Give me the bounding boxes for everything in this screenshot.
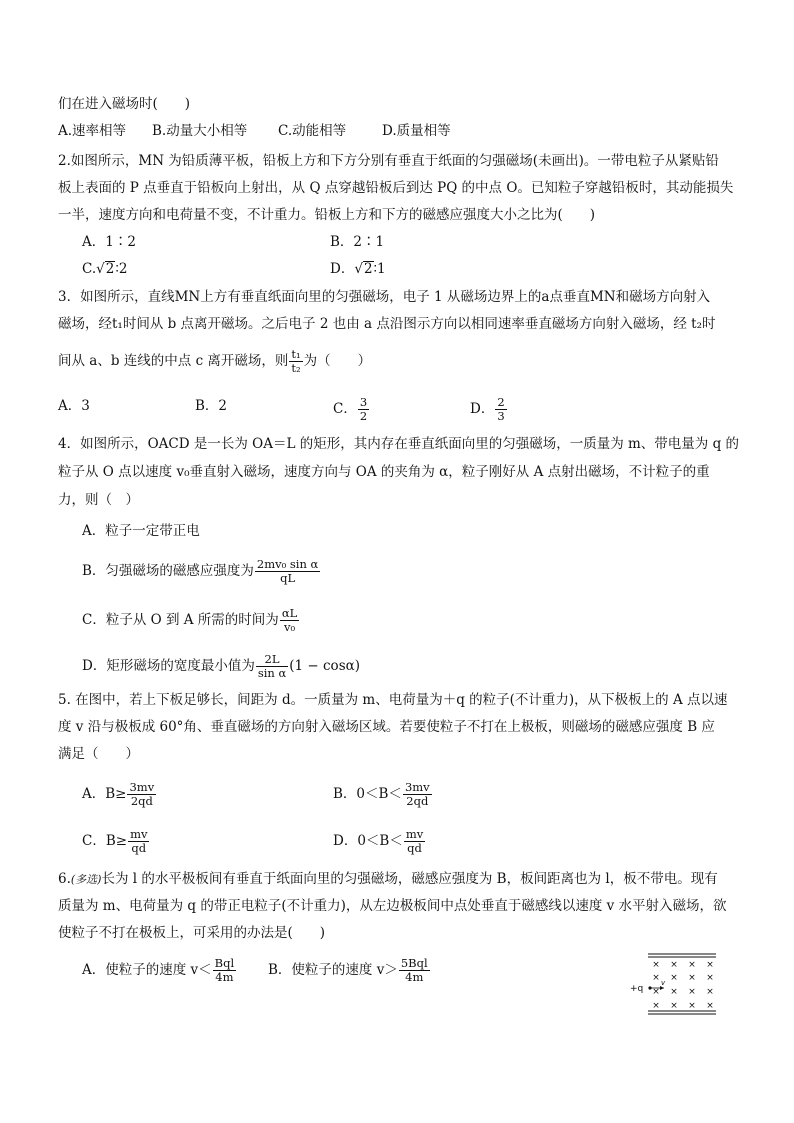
q3-line-2: 磁场，经t₁时间从 b 点离开磁场。之后电子 2 也由 a 点沿图示方向以相同速率垂直磁场方向射入磁场，经 t₂时 [58,316,716,332]
q5-line-2: 度 v 沿与极板成 60°角、垂直磁场的方向射入磁场区域。若要使粒子不打在上极板，则磁场的磁感应强度 B 应 [58,719,715,735]
q6-line-2: 质量为 m、电荷量为 q 的带正电粒子(不计重力)，从左边极板间中点处垂直于磁感线以速度 v 水平射入磁场，欲 [58,898,727,914]
q2-option-c: C.√2∶2 [82,261,128,277]
svg-text:×: × [688,973,696,983]
q3-option-c: C． $\frac{3}{2}$ [333,395,368,423]
q2-line-1: 2.如图所示，MN 为铅质薄平板，铅板上方和下方分别有垂直于纸面的匀强磁场(未画出)。一带电粒子从紧贴铅 [58,153,719,169]
svg-text:×: × [706,987,714,997]
q4-option-d: D．矩形磁场的宽度最小值为 $\frac{2L}{\text{sin α}}$ (1 − cosα) [82,652,360,680]
q6-line-1: 6.(多选)长为 l 的水平极板间有垂直于纸面向里的匀强磁场，磁感应强度为 B，板间距离也为 l，板不带电。现有 [58,871,718,887]
q2-option-a: A．1∶2 [82,234,136,250]
t1-over-t2-fraction: $\frac{\text{t₁}}{\text{t₂}}$ [291,347,301,375]
charge-label: +q [630,984,644,994]
q6-line-3: 使粒子不打在极板上，可采用的办法是( ) [58,925,326,941]
q6-plates-figure [628,950,723,1018]
svg-text:×: × [652,1001,660,1011]
svg-text:×: × [670,973,678,983]
q4-option-c: C．粒子从 O 到 A 所需的时间为 $\frac{\alpha L}{\text{v₀}}$ [82,606,298,634]
svg-text:×: × [652,973,660,983]
q5-line-1: 5. 在图中，若上下板足够长，间距为 d。一质量为 m、电荷量为＋q 的粒子(不计重力)，从下极板上的 A 点以速 [58,692,728,708]
q3-option-b: B．2 [195,398,228,414]
q3-line-1: 3．如图所示，直线MN上方有垂直纸面向里的匀强磁场，电子 1 从磁场边界上的a点垂直MN和磁场方向射入 [58,289,711,305]
velocity-label: v [661,979,666,987]
svg-text:×: × [706,960,714,970]
svg-text:×: × [706,1001,714,1011]
svg-text:×: × [670,1001,678,1011]
q5-option-b: B．0＜B＜ $\frac{3mv}{2qd}$ [333,780,430,808]
q4-option-b: B．匀强磁场的磁感应强度为 $\frac{\text{2mv₀ sin α}}{qL}$ [82,557,319,585]
q5-line-3: 满足（ ） [58,746,139,762]
q3-option-d: D． $\frac{2}{3}$ [470,395,505,423]
svg-text:×: × [652,960,660,970]
svg-text:×: × [688,960,696,970]
q4-option-a: A．粒子一定带正电 [82,523,200,539]
q4-line-3: 力，则（ ） [58,492,139,508]
q3-option-a: A．3 [58,398,90,414]
svg-text:×: × [706,973,714,983]
q1-option-a: A.速率相等 [58,123,127,139]
q4-line-1: 4．如图所示，OACD 是一长为 OA＝L 的矩形，其内存在垂直纸面向里的匀强磁场，一质量为 m、带电量为 q 的 [58,436,740,452]
q5-option-c: C．B≥ $\frac{mv}{qd}$ [82,827,148,855]
svg-text:×: × [688,1001,696,1011]
upper-plate [648,954,716,957]
q6-option-a: A．使粒子的速度 v＜ Bql 4m [82,956,235,984]
q1-option-c: C.动能相等 [278,123,347,139]
svg-text:×: × [688,987,696,997]
q2-option-b: B．2∶1 [330,234,385,250]
q5-option-d: D．0＜B＜ $\frac{mv}{qd}$ [333,827,424,855]
q5-option-a: A．B≥ $\frac{3mv}{2qd}$ [82,780,155,808]
q3-line-3: 间从 a、b 连线的中点 c 离开磁场，则 $\frac{\text{t₁}}{\text{t₂}}$ 为（ ） [58,347,372,375]
svg-text:×: × [652,987,660,997]
q4-line-2: 粒子从 O 点以速度 v₀垂直射入磁场，速度方向与 OA 的夹角为 α，粒子刚好从 A 点射出磁场，不计粒子的重 [58,464,710,480]
multiple-choice-tag: (多选) [70,873,102,886]
q1-continuation: 们在进入磁场时( ) [58,96,191,112]
q2-line-2: 板上表面的 P 点垂直于铅板向上射出，从 Q 点穿越铅板后到达 PQ 的中点 O。已知粒子穿越铅板时，其动能损失 [58,180,734,196]
lower-plate [648,1011,716,1014]
q2-option-d: D．√2∶1 [330,261,386,277]
q1-option-b: B.动量大小相等 [152,123,248,139]
svg-text:×: × [670,987,678,997]
svg-text:×: × [670,960,678,970]
q6-option-b: B．使粒子的速度 v＞ 5Bql 4m [268,956,428,984]
q2-line-3: 一半，速度方向和电荷量不变，不计重力。铅板上方和下方的磁感应强度大小之比为( ) [58,207,596,223]
q1-option-d: D.质量相等 [382,123,451,139]
